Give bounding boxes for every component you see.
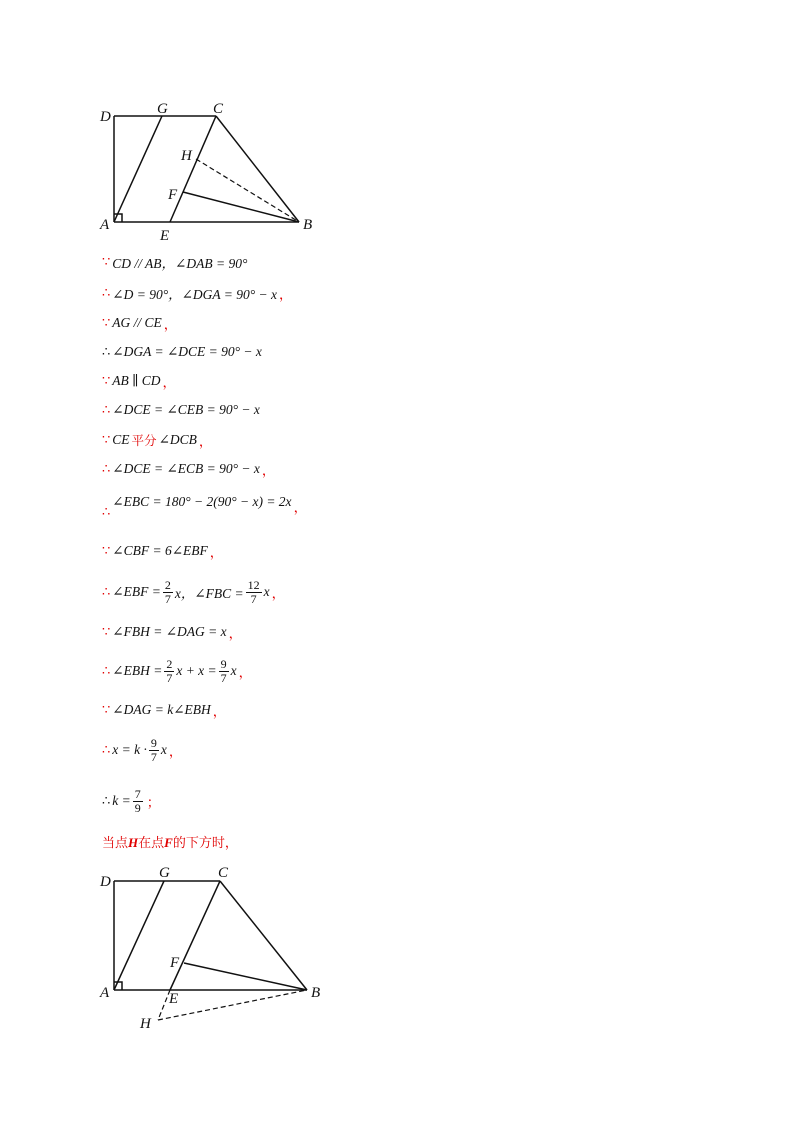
step-10: ∵ ∠CBF = 6∠EBF ，	[102, 543, 224, 560]
step-9: ∴ ∠EBC = 180° − 2(90° − x) = 2x ，	[102, 494, 308, 519]
label-b: B	[311, 985, 321, 1001]
figure-1	[95, 95, 325, 245]
label-g: G	[159, 865, 170, 881]
label-a: A	[100, 985, 110, 1001]
fraction: $\frac{12}{7}$	[247, 577, 260, 606]
label-b: B	[303, 217, 313, 233]
label-f: F	[168, 187, 178, 203]
step-15: ∴ x = k · $\frac{9}{7}$ x ，	[102, 735, 183, 764]
label-c: C	[218, 865, 229, 881]
label-e: E	[169, 991, 179, 1007]
step-1: ∵ CD // AB，∠DAB = 90°	[102, 254, 248, 271]
label-f: F	[170, 955, 180, 971]
figure-2	[95, 860, 335, 1040]
step-4: ∴ ∠DGA = ∠DCE = 90° − x	[102, 344, 262, 359]
fraction: $\frac{2}{7}$	[166, 656, 173, 685]
label-g: G	[157, 101, 168, 117]
step-13: ∴ ∠EBH = $\frac{2}{7}$ x + x = $\frac{9}{7}$ x ，	[102, 656, 253, 685]
step-2: ∴ ∠D = 90°，∠DGA = 90° − x ，	[102, 285, 293, 302]
step-11: ∴ ∠EBF = $\frac{2}{7}$ x，∠FBC = $\frac{12}{7}$ x ，	[102, 577, 286, 606]
step-3: ∵ AG // CE ，	[102, 315, 178, 332]
label-d: D	[100, 109, 111, 125]
step-7: ∵ CE 平分 ∠DCB ，	[102, 432, 213, 449]
step-12: ∵ ∠FBH = ∠DAG = x ，	[102, 624, 243, 641]
label-e: E	[160, 228, 170, 244]
label-d: D	[100, 874, 111, 890]
step-6: ∴ ∠DCE = ∠CEB = 90° − x	[102, 402, 260, 417]
fraction: $\frac{9}{7}$	[220, 656, 227, 685]
fraction: $\frac{9}{7}$	[150, 735, 157, 764]
label-h: H	[140, 1016, 151, 1032]
step-16: ∴ k = $\frac{7}{9}$ ；	[102, 786, 161, 815]
case-note: 当点H在点F的下方时，	[102, 835, 238, 851]
label-h: H	[181, 148, 192, 164]
label-c: C	[213, 101, 224, 117]
fraction: $\frac{7}{9}$	[134, 786, 141, 815]
step-14: ∵ ∠DAG = k∠EBH ，	[102, 702, 227, 719]
step-5: ∵ AB ∥ CD ，	[102, 373, 177, 390]
label-a: A	[100, 217, 110, 233]
step-8: ∴ ∠DCE = ∠ECB = 90° − x ，	[102, 461, 276, 478]
fraction: $\frac{2}{7}$	[164, 577, 171, 606]
